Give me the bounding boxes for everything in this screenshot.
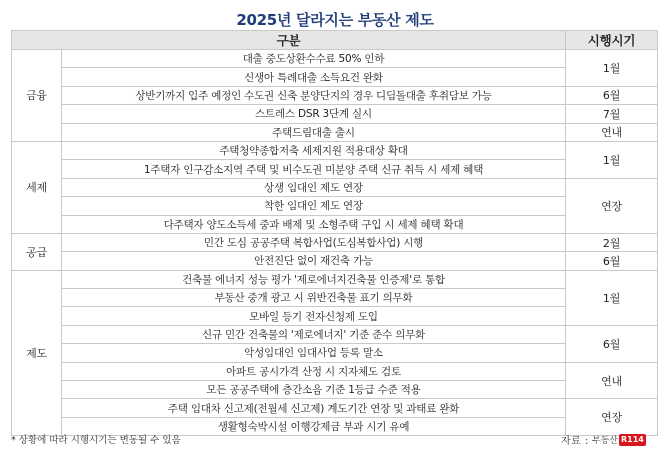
timing-cell: 1월 (566, 141, 658, 178)
table-row (12, 105, 658, 123)
policy-item: 안전진단 없이 재건축 가능 (62, 252, 566, 270)
policy-item: 아파트 공시가격 산정 시 지자체도 검토 (62, 362, 566, 380)
timing-cell: 1월 (566, 50, 658, 87)
policy-item: 생활형숙박시설 이행강제금 부과 시기 유예 (62, 417, 566, 435)
table-row (12, 233, 658, 251)
table-header-row (12, 31, 658, 50)
policy-item: 주택청약종합저축 세제지원 적용대상 확대 (62, 141, 566, 159)
timing-cell: 연내 (566, 362, 658, 399)
table-row (12, 307, 658, 325)
header-timing: 시행시기 (566, 31, 658, 50)
policy-item: 모든 공공주택에 층간소음 기준 1등급 수준 적용 (62, 381, 566, 399)
policy-item: 건축물 에너지 성능 평가 '제로에너지건축물 인증제'로 통합 (62, 270, 566, 288)
r114-logo (592, 433, 646, 446)
table-row (12, 381, 658, 399)
table-row (12, 123, 658, 141)
table-row (12, 344, 658, 362)
policy-item: 부동산 중개 광고 시 위반건축물 표기 의무화 (62, 289, 566, 307)
table-row (12, 215, 658, 233)
policy-item: 신생아 특례대출 소득요건 완화 (62, 68, 566, 86)
logo-badge: R114 (620, 434, 644, 444)
policy-item: 스트레스 DSR 3단계 실시 (62, 105, 566, 123)
timing-cell: 6월 (566, 86, 658, 104)
timing-cell: 연장 (566, 178, 658, 233)
table-row (12, 399, 658, 417)
table-row (12, 197, 658, 215)
table-row (12, 86, 658, 104)
source-label: 자료 : (561, 436, 589, 447)
policy-item: 상생 임대인 제도 연장 (62, 178, 566, 196)
policy-item: 모바일 등기 전자신청제 도입 (62, 307, 566, 325)
timing-cell: 6월 (566, 252, 658, 270)
timing-cell: 2월 (566, 233, 658, 251)
table-row (12, 178, 658, 196)
policy-item: 상반기까지 입주 예정인 수도권 신축 분양단지의 경우 디딤돌대출 후취담보 가능 (62, 86, 566, 104)
logo-text: 부동산 (591, 436, 618, 446)
policy-item: 1주택자 인구감소지역 주택 및 비수도권 미분양 주택 신규 취득 시 세제 혜택 (62, 160, 566, 178)
category-tax: 세제 (12, 141, 62, 233)
policy-item: 주택 임대차 신고제(전월세 신고제) 계도기간 연장 및 과태료 완화 (62, 399, 566, 417)
source-credit (561, 432, 646, 447)
policy-item: 악성임대인 임대사업 등록 말소 (62, 344, 566, 362)
table-row (12, 325, 658, 343)
timing-cell: 1월 (566, 270, 658, 325)
table-row (12, 141, 658, 159)
policy-item: 민간 도심 공공주택 복합사업(도심복합사업) 시행 (62, 233, 566, 251)
timing-cell: 연장 (566, 399, 658, 436)
table-row (12, 160, 658, 178)
footnote: * 상황에 따라 시행시기는 변동될 수 있음 (11, 435, 181, 446)
category-finance: 금융 (12, 50, 62, 142)
category-system: 제도 (12, 270, 62, 436)
table-row (12, 50, 658, 68)
policy-table (11, 30, 658, 436)
page-title: 2025년 달라지는 부동산 제도 (236, 11, 434, 29)
timing-cell: 6월 (566, 325, 658, 362)
table-row (12, 362, 658, 380)
category-supply: 공급 (12, 233, 62, 270)
policy-item: 착한 임대인 제도 연장 (62, 197, 566, 215)
table-row (12, 68, 658, 86)
table-row (12, 289, 658, 307)
policy-item: 다주택자 양도소득세 중과 배제 및 소형주택 구입 시 세제 혜택 확대 (62, 215, 566, 233)
policy-item: 대출 중도상환수수료 50% 인하 (62, 50, 566, 68)
header-category: 구분 (12, 31, 566, 50)
table-row (12, 270, 658, 288)
table-row (12, 252, 658, 270)
policy-item: 주택드림대출 출시 (62, 123, 566, 141)
policy-item: 신규 민간 건축물의 '제로에너지' 기준 준수 의무화 (62, 325, 566, 343)
timing-cell: 연내 (566, 123, 658, 141)
timing-cell: 7월 (566, 105, 658, 123)
